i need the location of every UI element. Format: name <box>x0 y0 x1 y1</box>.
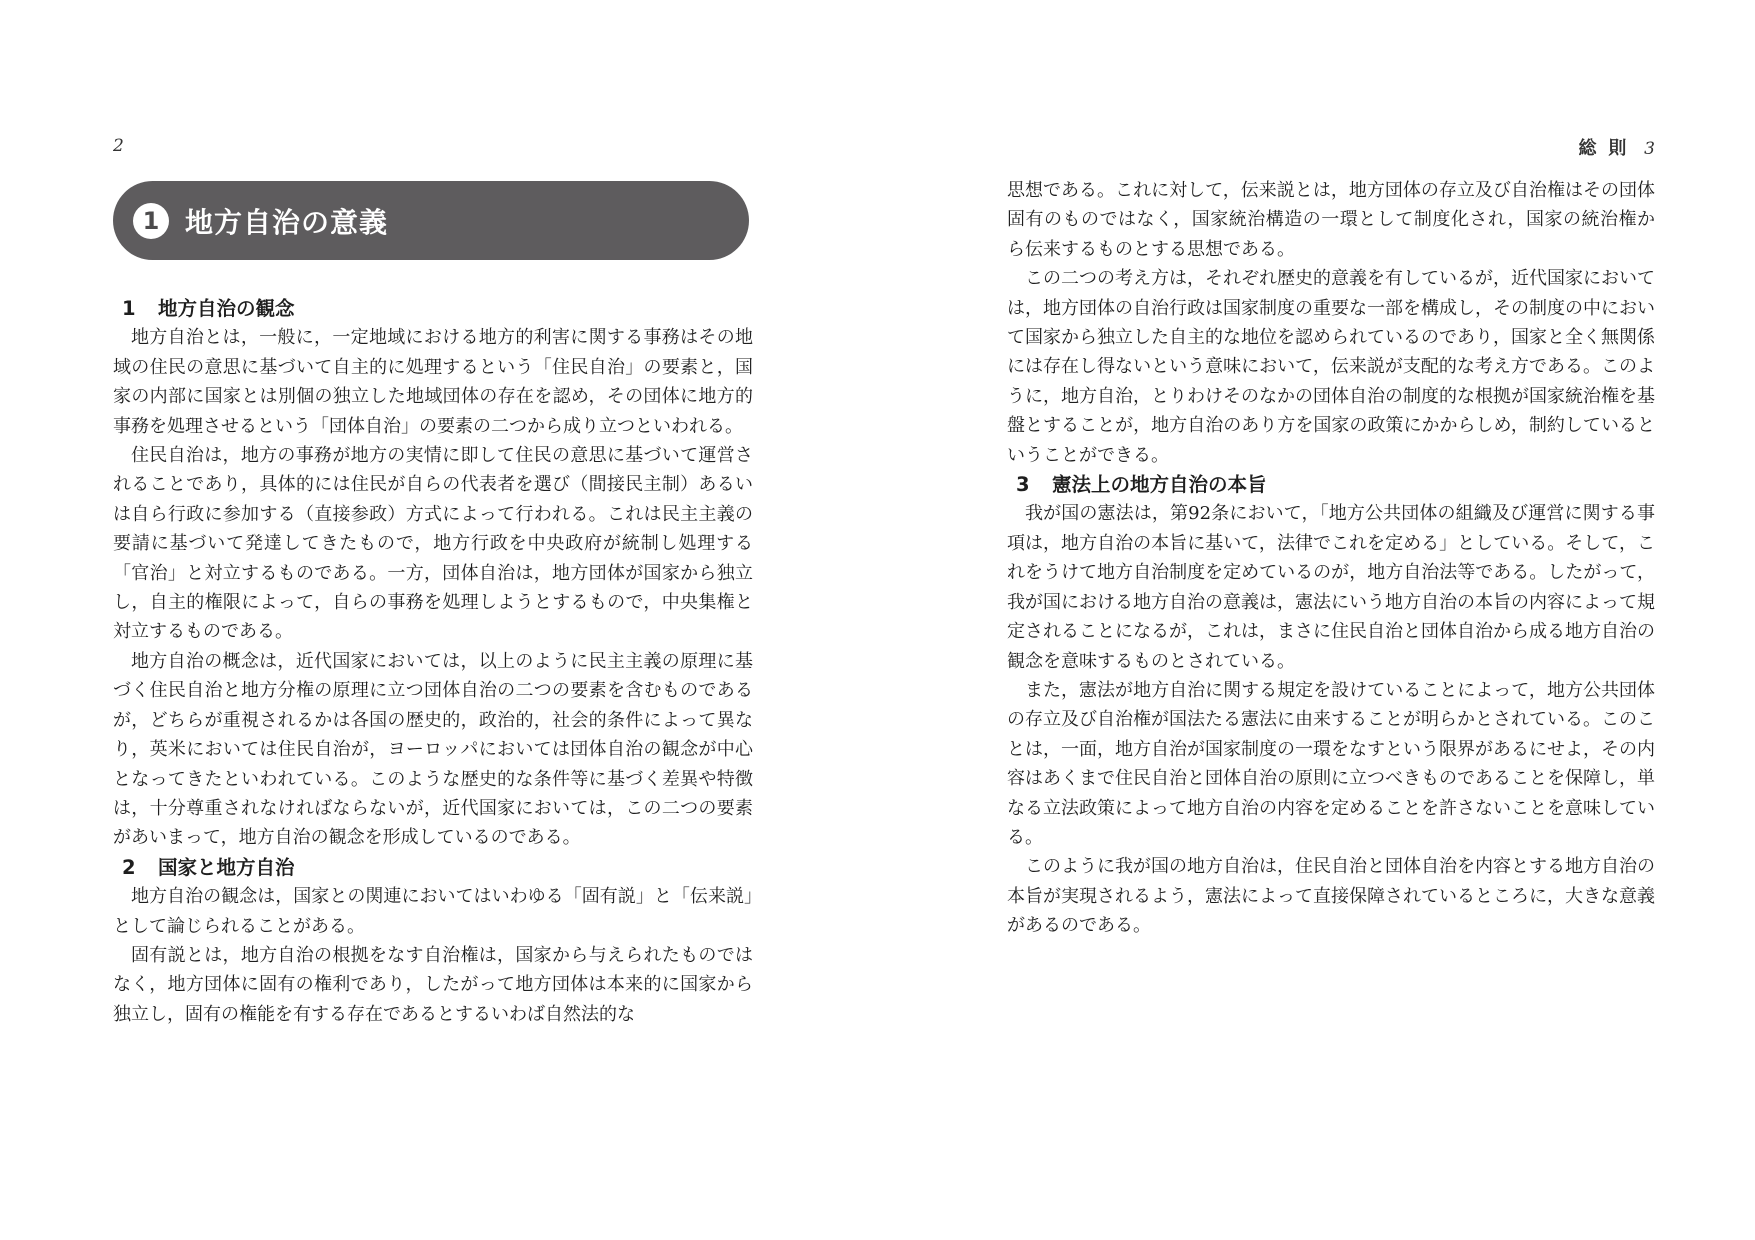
section-heading <box>113 853 753 882</box>
section-title: 国家と地方自治 <box>158 855 295 879</box>
body-paragraph: 固有説とは，地方自治の根拠をなす自治権は，国家から与えられたものではなく，地方団体に固有の権利であり，したがって地方団体は本来的に国家から独立し，固有の権能を有する存在であるとするいわば自然法的な <box>113 944 753 1025</box>
section-heading <box>113 294 753 323</box>
right-page <box>877 0 1755 1240</box>
left-column <box>113 294 753 1029</box>
left-page <box>0 0 877 1240</box>
chapter-number-badge: 1 <box>133 203 169 239</box>
body-paragraph: 住民自治は，地方の事務が地方の実情に即して住民の意思に基づいて運営されることであり，具体的には住民が自らの代表者を選び（間接民主制）あるいは自ら行政に参加する（直接参政）方式によって行われる。これは民主主義の要請に基づいて発達してきたもので，地方行政を中央政府が統制し処理する「官治」と対立するものである。一方，団体自治は，地方団体が国家から独立し，自主的権限によって，自らの事務を処理しようとするもので，中央集権と対立するものである。 <box>113 445 753 643</box>
section-heading <box>1007 470 1655 499</box>
page-number-left: 2 <box>113 136 124 156</box>
running-head-title: 総則 <box>1578 138 1639 159</box>
section-number: 3 <box>1016 473 1030 497</box>
running-head <box>1578 134 1655 160</box>
page-number-right: 3 <box>1644 139 1655 159</box>
right-column <box>1007 176 1655 941</box>
body-paragraph: この二つの考え方は，それぞれ歴史的意義を有しているが，近代国家においては，地方団体の自治行政は国家制度の重要な一部を構成し，その制度の中において国家から独立した自主的な地位を認められているのであり，国家と全く無関係には存在し得ないという意味において，伝来説が支配的な考え方である。このように，地方自治，とりわけそのなかの団体自治の制度的な根拠が国家統治権を基盤とすることが，地方自治のあり方を国家の政策にかからしめ，制約しているということができる。 <box>1007 268 1655 466</box>
body-paragraph: 地方自治の概念は，近代国家においては，以上のように民主主義の原理に基づく住民自治と地方分権の原理に立つ団体自治の二つの要素を含むものであるが，どちらが重視されるかは各国の歴史的，政治的，社会的条件によって異なり，英米においては住民自治が，ヨーロッパにおいては団体自治の観念が中心となってきたといわれている。このような歴史的な条件等に基づく差異や特徴は，十分尊重されなければならないが，近代国家においては，この二つの要素があいまって，地方自治の観念を形成しているのである。 <box>113 650 753 849</box>
body-paragraph: このように我が国の地方自治は，住民自治と団体自治を内容とする地方自治の本旨が実現されるよう，憲法によって直接保障されているところに，大きな意義があるのである。 <box>1007 856 1655 937</box>
chapter-title: 地方自治の意義 <box>185 205 389 239</box>
body-paragraph: また，憲法が地方自治に関する規定を設けていることによって，地方公共団体の存立及び自治権が国法たる憲法に由来することが明らかとされている。このことは，一面，地方自治が国家制度の一環をなすという限界があるにせよ，その内容はあくまで住民自治と団体自治の原則に立つべきものであることを保障し，単なる立法政策によって地方自治の内容を定めることを許さないことを意味している。 <box>1007 679 1655 848</box>
section-number: 2 <box>122 855 136 879</box>
continuation-paragraph: 思想である。これに対して，伝来説とは，地方団体の存立及び自治権はその団体固有のものではなく，国家統治構造の一環として制度化され，国家の統治権から伝来するものとする思想である。 <box>1007 180 1655 260</box>
section-title: 地方自治の観念 <box>158 297 295 320</box>
body-paragraph: 地方自治とは，一般に，一定地域における地方的利害に関する事務はその地域の住民の意思に基づいて自主的に処理するという「住民自治」の要素と，国家の内部に国家とは別個の独立した地域団体の存在を認め，その団体に地方的事務を処理させるという「団体自治」の要素の二つから成り立つといわれる。 <box>113 327 753 437</box>
body-paragraph: 我が国の憲法は，第92条において，「地方公共団体の組織及び運営に関する事項は，地方自治の本旨に基いて，法律でこれを定める」としている。そして，これをうけて地方自治制度を定めているのが，地方自治法等である。したがって，我が国における地方自治の意義は，憲法にいう地方自治の本旨の内容によって規定されることになるが，これは，まさに住民自治と団体自治から成る地方自治の観念を意味するものとされている。 <box>1007 503 1655 672</box>
body-paragraph: 地方自治の観念は，国家との関連においてはいわゆる「固有説」と「伝来説」として論じられることがある。 <box>113 886 753 937</box>
section-title: 憲法上の地方自治の本旨 <box>1052 473 1267 497</box>
chapter-banner <box>113 181 749 260</box>
section-number: 1 <box>122 297 136 320</box>
